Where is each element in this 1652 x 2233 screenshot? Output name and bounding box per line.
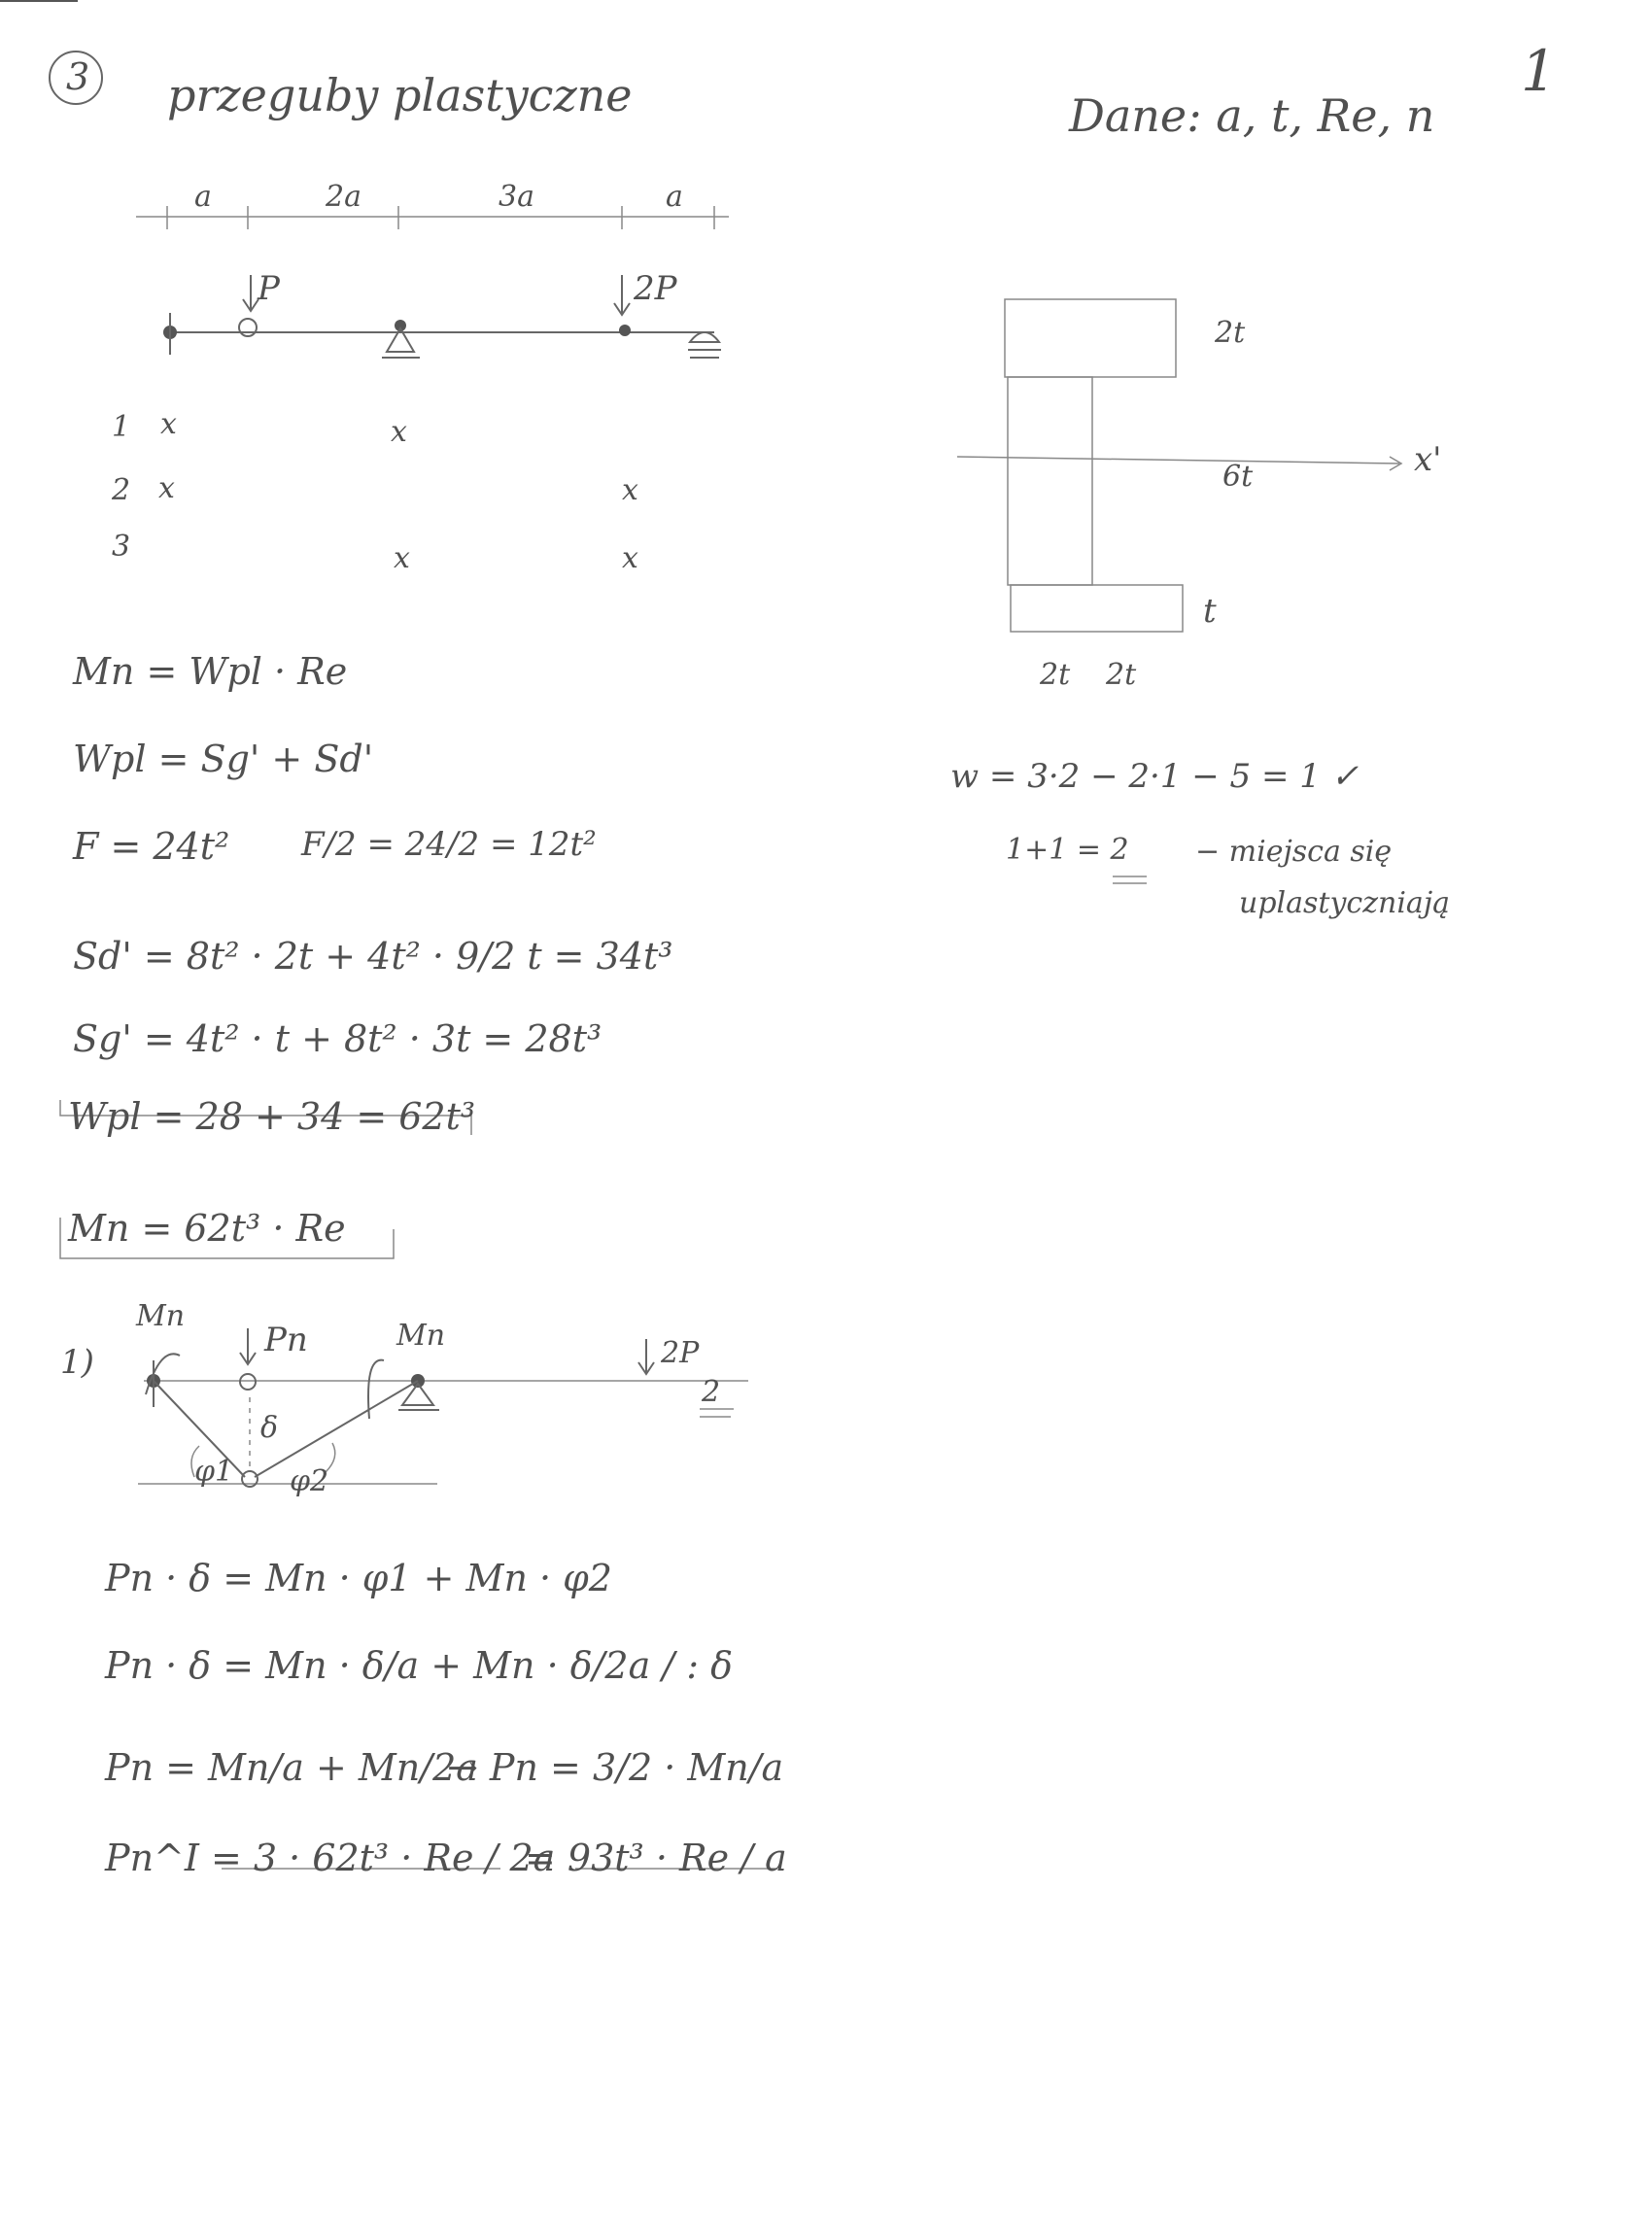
page-title: przeguby plastyczne [167,69,633,121]
given-data: Dane: a, t, Re, n [1069,89,1435,142]
section-axis [957,457,1399,464]
section-width-2: 2t [1106,658,1137,692]
pn-equation: Pn = Mn/a + Mn/2a [105,1746,478,1789]
dim-label-4: a [666,180,683,214]
work-equation: Pn · δ = Mn · φ1 + Mn · φ2 [105,1557,612,1599]
mech-pn: Pn [264,1321,308,1359]
mech-moment-left [146,1354,180,1394]
mech-mn-right: Mn [396,1319,446,1353]
dim-label-3: 3a [499,180,534,214]
section-top-flange [1005,299,1176,377]
section-bottom-flange [1011,585,1183,632]
hinge-mark: x [158,471,175,505]
pn-final-right: = 93t³ · Re / a [525,1837,787,1879]
section-top-label: 2t [1215,316,1246,350]
mech-hinge [240,1374,256,1390]
equation-half-area: F/2 = 24/2 = 12t² [301,825,597,864]
hinge-mark: x [622,541,638,575]
section-height-label: 6t [1222,460,1254,494]
equation-wpl: Wpl = Sg' + Sd' [73,738,374,780]
mechanism-row-3: 3 [112,530,131,564]
equation-mn-result: Mn = 62t³ · Re [68,1207,346,1250]
beam-node-right [619,325,631,336]
section-bottom-label: t [1203,592,1217,631]
mech-moment-right [368,1360,384,1419]
mech-load-2p-label: 2P [661,1336,700,1370]
dim-label-2: 2a [326,180,361,214]
mechanism-row-2: 2 [112,473,131,507]
hinge-1 [239,319,257,336]
mech-link-2 [255,1381,418,1477]
equation-sd: Sd' = 8t² · 2t + 4t² · 9/2 t = 34t³ [73,935,673,978]
mech-delta: δ [260,1411,279,1445]
hinge-note-1: − miejsca się [1195,835,1393,869]
degree-of-freedom: w = 3·2 − 2·1 − 5 = 1 ✓ [950,757,1359,796]
section-web [1008,377,1092,585]
hinge-sum: 1+1 = 2 [1006,833,1129,867]
hinge-mark: x [160,407,177,441]
hinge-mark: x [391,415,407,449]
pn-final-left: Pn^I = 3 · 62t³ · Re / 2a [105,1837,556,1879]
work-equation-expanded: Pn · δ = Mn · δ/a + Mn · δ/2a / : δ [105,1644,733,1687]
section-width-1: 2t [1040,658,1071,692]
mech-phi2: φ2 [290,1464,329,1498]
pn-simplified: → Pn = 3/2 · Mn/a [447,1746,784,1789]
roller-support [690,332,719,342]
hinge-mark: x [394,541,410,575]
mech-load-sub: 2 [702,1375,721,1409]
mechanism-label: 1) [60,1343,94,1382]
equation-sg: Sg' = 4t² · t + 8t² · 3t = 28t³ [73,1017,602,1060]
equation-mn: Mn = Wpl · Re [73,650,348,693]
mech-mn-left: Mn [136,1299,186,1333]
section-axis-label: x' [1414,440,1442,479]
dim-label-1: a [194,180,212,214]
equation-area: F = 24t² [73,825,230,868]
circle-number: 3 [66,55,90,98]
page-number: 1 [1521,38,1557,104]
hinge-note-2: uplastyczniają [1239,886,1451,920]
mechanism-row-1: 1 [112,410,131,444]
mech-phi1: φ1 [194,1455,234,1489]
equation-wpl-result: Wpl = 28 + 34 = 62t³ [68,1095,476,1138]
hinge-mark: x [622,473,638,507]
load-label-2p: 2P [634,269,677,308]
load-label-p: P [258,269,280,308]
